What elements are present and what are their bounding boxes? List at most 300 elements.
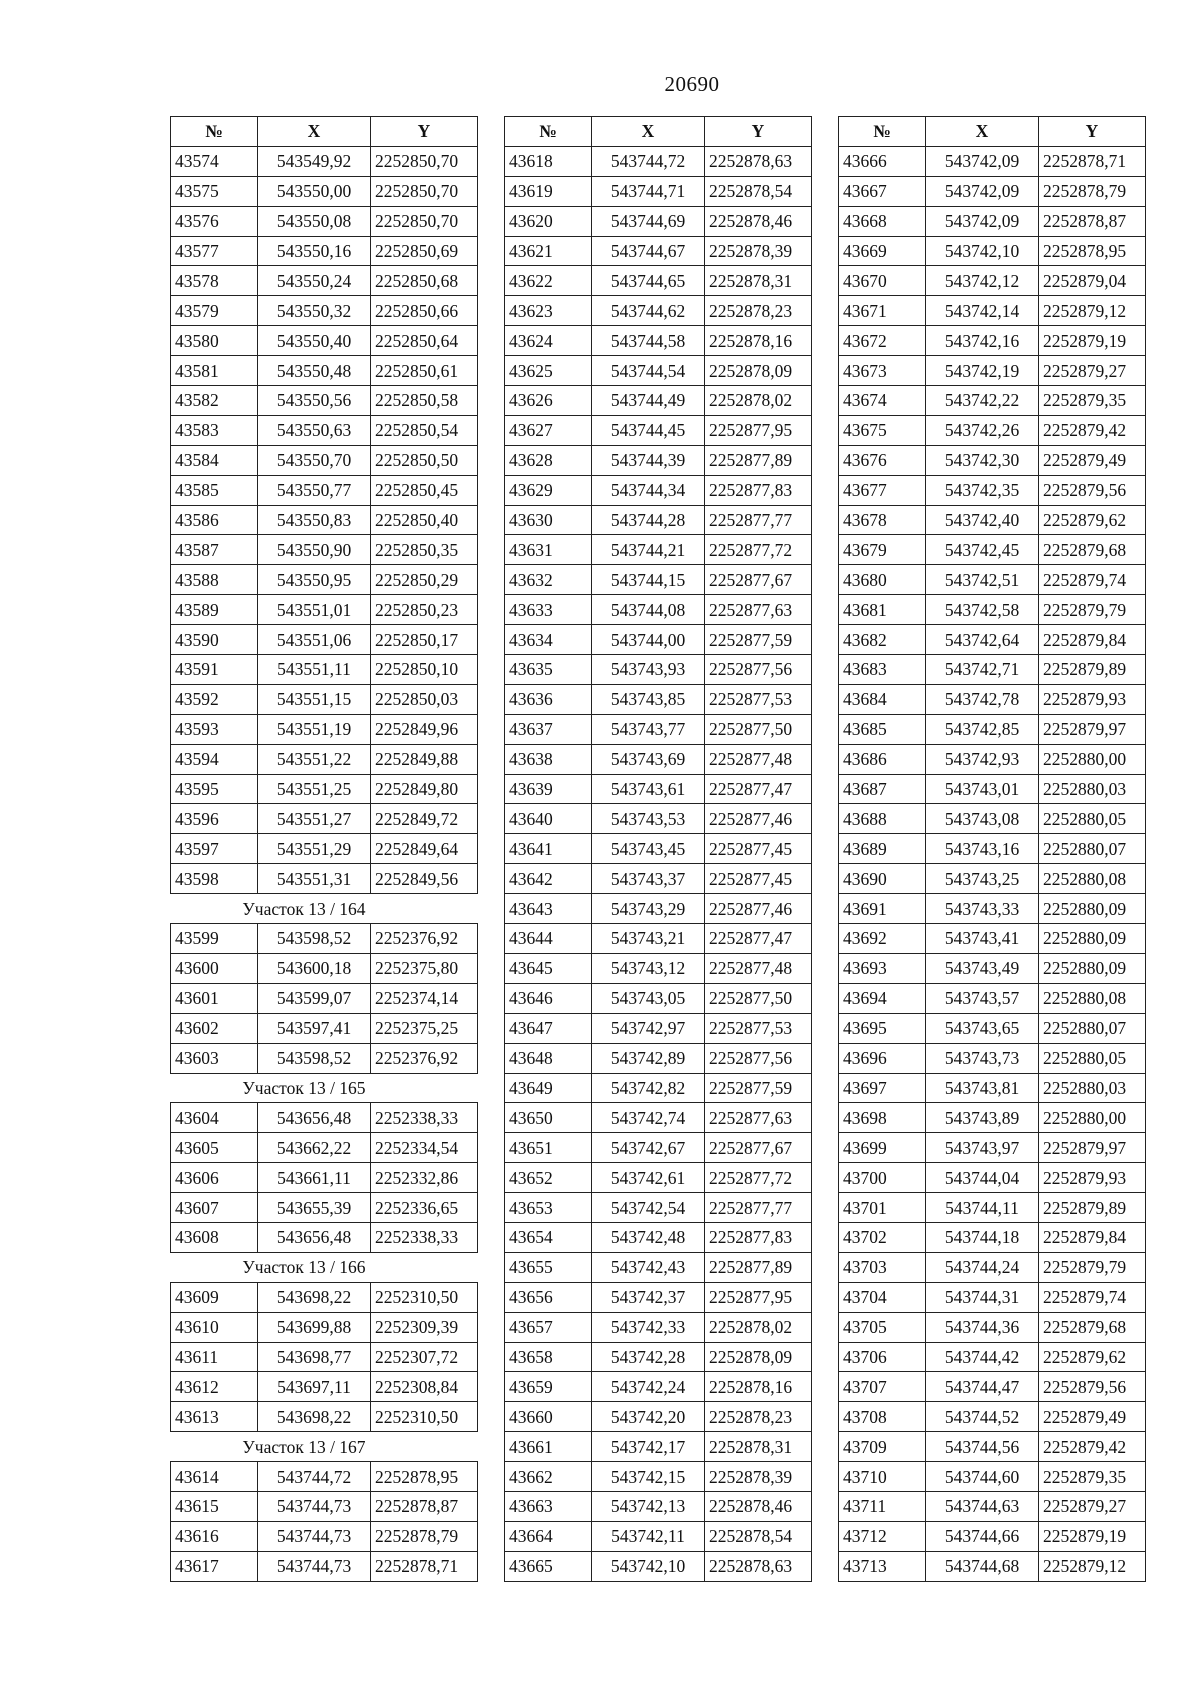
x-coordinate-cell: 543742,58 xyxy=(926,595,1039,625)
table-row xyxy=(505,1013,812,1043)
table-row xyxy=(839,983,1146,1013)
header-y: Y xyxy=(371,117,478,147)
y-coordinate-cell: 2252877,48 xyxy=(705,953,812,983)
x-coordinate-cell: 543550,40 xyxy=(258,326,371,356)
table-row xyxy=(505,1491,812,1521)
x-coordinate-cell: 543743,65 xyxy=(926,1013,1039,1043)
point-number-cell: 43646 xyxy=(505,983,592,1013)
table-row xyxy=(839,1193,1146,1223)
y-coordinate-cell: 2252850,58 xyxy=(371,386,478,416)
point-number-cell: 43624 xyxy=(505,326,592,356)
point-number-cell: 43685 xyxy=(839,714,926,744)
y-coordinate-cell: 2252879,93 xyxy=(1039,1163,1146,1193)
x-coordinate-cell: 543550,90 xyxy=(258,535,371,565)
y-coordinate-cell: 2252878,46 xyxy=(705,206,812,236)
y-coordinate-cell: 2252877,72 xyxy=(705,535,812,565)
point-number-cell: 43669 xyxy=(839,236,926,266)
y-coordinate-cell: 2252878,87 xyxy=(1039,206,1146,236)
table-row xyxy=(171,1222,478,1252)
coordinates-table-1 xyxy=(170,116,478,1582)
x-coordinate-cell: 543742,12 xyxy=(926,266,1039,296)
table-row xyxy=(171,565,478,595)
point-number-cell: 43684 xyxy=(839,684,926,714)
point-number-cell: 43577 xyxy=(171,236,258,266)
table-row xyxy=(171,356,478,386)
x-coordinate-cell: 543550,32 xyxy=(258,296,371,326)
x-coordinate-cell: 543744,63 xyxy=(926,1491,1039,1521)
point-number-cell: 43581 xyxy=(171,356,258,386)
y-coordinate-cell: 2252877,53 xyxy=(705,684,812,714)
point-number-cell: 43587 xyxy=(171,535,258,565)
x-coordinate-cell: 543742,93 xyxy=(926,744,1039,774)
table-row xyxy=(839,1073,1146,1103)
point-number-cell: 43661 xyxy=(505,1432,592,1462)
y-coordinate-cell: 2252877,46 xyxy=(705,804,812,834)
y-coordinate-cell: 2252878,23 xyxy=(705,1402,812,1432)
table-row xyxy=(505,744,812,774)
table-row xyxy=(171,625,478,655)
point-number-cell: 43680 xyxy=(839,565,926,595)
x-coordinate-cell: 543551,11 xyxy=(258,655,371,685)
point-number-cell: 43588 xyxy=(171,565,258,595)
point-number-cell: 43604 xyxy=(171,1103,258,1133)
y-coordinate-cell: 2252850,50 xyxy=(371,445,478,475)
table-row xyxy=(171,266,478,296)
x-coordinate-cell: 543742,24 xyxy=(592,1372,705,1402)
point-number-cell: 43699 xyxy=(839,1133,926,1163)
y-coordinate-cell: 2252877,89 xyxy=(705,445,812,475)
table-row xyxy=(505,505,812,535)
y-coordinate-cell: 2252880,03 xyxy=(1039,774,1146,804)
y-coordinate-cell: 2252307,72 xyxy=(371,1342,478,1372)
header-x: X xyxy=(926,117,1039,147)
point-number-cell: 43688 xyxy=(839,804,926,834)
table-row xyxy=(171,924,478,954)
x-coordinate-cell: 543742,14 xyxy=(926,296,1039,326)
point-number-cell: 43693 xyxy=(839,953,926,983)
section-label: Участок 13 / 167 xyxy=(171,1432,478,1462)
x-coordinate-cell: 543744,73 xyxy=(258,1551,371,1581)
x-coordinate-cell: 543744,45 xyxy=(592,415,705,445)
y-coordinate-cell: 2252879,74 xyxy=(1039,1282,1146,1312)
point-number-cell: 43576 xyxy=(171,206,258,236)
y-coordinate-cell: 2252879,89 xyxy=(1039,1193,1146,1223)
x-coordinate-cell: 543742,61 xyxy=(592,1163,705,1193)
table-row xyxy=(171,1491,478,1521)
x-coordinate-cell: 543742,45 xyxy=(926,535,1039,565)
point-number-cell: 43705 xyxy=(839,1312,926,1342)
x-coordinate-cell: 543742,54 xyxy=(592,1193,705,1223)
table-row xyxy=(505,146,812,176)
y-coordinate-cell: 2252849,56 xyxy=(371,864,478,894)
table-row xyxy=(505,1521,812,1551)
table-row xyxy=(505,834,812,864)
point-number-cell: 43618 xyxy=(505,146,592,176)
table-row xyxy=(505,386,812,416)
table-row xyxy=(505,445,812,475)
point-number-cell: 43691 xyxy=(839,894,926,924)
y-coordinate-cell: 2252879,49 xyxy=(1039,1402,1146,1432)
y-coordinate-cell: 2252334,54 xyxy=(371,1133,478,1163)
y-coordinate-cell: 2252879,68 xyxy=(1039,1312,1146,1342)
y-coordinate-cell: 2252880,05 xyxy=(1039,804,1146,834)
x-coordinate-cell: 543743,53 xyxy=(592,804,705,834)
table-row xyxy=(171,1133,478,1163)
point-number-cell: 43578 xyxy=(171,266,258,296)
y-coordinate-cell: 2252877,95 xyxy=(705,1282,812,1312)
y-coordinate-cell: 2252878,87 xyxy=(371,1491,478,1521)
y-coordinate-cell: 2252879,19 xyxy=(1039,1521,1146,1551)
section-row xyxy=(171,1432,478,1462)
point-number-cell: 43658 xyxy=(505,1342,592,1372)
x-coordinate-cell: 543744,42 xyxy=(926,1342,1039,1372)
x-coordinate-cell: 543699,88 xyxy=(258,1312,371,1342)
point-number-cell: 43608 xyxy=(171,1222,258,1252)
point-number-cell: 43615 xyxy=(171,1491,258,1521)
y-coordinate-cell: 2252878,95 xyxy=(371,1462,478,1492)
point-number-cell: 43593 xyxy=(171,714,258,744)
table-row xyxy=(171,445,478,475)
page-number: 20690 xyxy=(664,72,720,96)
y-coordinate-cell: 2252336,65 xyxy=(371,1193,478,1223)
point-number-cell: 43621 xyxy=(505,236,592,266)
x-coordinate-cell: 543698,77 xyxy=(258,1342,371,1372)
x-coordinate-cell: 543744,52 xyxy=(926,1402,1039,1432)
x-coordinate-cell: 543742,89 xyxy=(592,1043,705,1073)
point-number-cell: 43668 xyxy=(839,206,926,236)
header-x: X xyxy=(258,117,371,147)
x-coordinate-cell: 543742,85 xyxy=(926,714,1039,744)
x-coordinate-cell: 543744,08 xyxy=(592,595,705,625)
table-row xyxy=(171,774,478,804)
y-coordinate-cell: 2252877,50 xyxy=(705,714,812,744)
point-number-cell: 43701 xyxy=(839,1193,926,1223)
table-row xyxy=(171,1551,478,1581)
x-coordinate-cell: 543743,89 xyxy=(926,1103,1039,1133)
y-coordinate-cell: 2252877,63 xyxy=(705,1103,812,1133)
x-coordinate-cell: 543744,39 xyxy=(592,445,705,475)
y-coordinate-cell: 2252877,95 xyxy=(705,415,812,445)
table-row xyxy=(505,774,812,804)
y-coordinate-cell: 2252879,62 xyxy=(1039,1342,1146,1372)
y-coordinate-cell: 2252879,35 xyxy=(1039,386,1146,416)
y-coordinate-cell: 2252308,84 xyxy=(371,1372,478,1402)
y-coordinate-cell: 2252880,03 xyxy=(1039,1073,1146,1103)
y-coordinate-cell: 2252878,02 xyxy=(705,386,812,416)
point-number-cell: 43694 xyxy=(839,983,926,1013)
x-coordinate-cell: 543744,11 xyxy=(926,1193,1039,1223)
x-coordinate-cell: 543599,07 xyxy=(258,983,371,1013)
y-coordinate-cell: 2252849,88 xyxy=(371,744,478,774)
header-number: № xyxy=(171,117,258,147)
point-number-cell: 43610 xyxy=(171,1312,258,1342)
table-row xyxy=(171,1462,478,1492)
point-number-cell: 43574 xyxy=(171,146,258,176)
table-row xyxy=(505,266,812,296)
table-row xyxy=(171,1342,478,1372)
x-coordinate-cell: 543743,61 xyxy=(592,774,705,804)
coordinates-table-3 xyxy=(838,116,1146,1582)
y-coordinate-cell: 2252877,59 xyxy=(705,625,812,655)
x-coordinate-cell: 543743,45 xyxy=(592,834,705,864)
y-coordinate-cell: 2252880,05 xyxy=(1039,1043,1146,1073)
table-row xyxy=(839,1551,1146,1581)
section-row xyxy=(171,1073,478,1103)
x-coordinate-cell: 543744,60 xyxy=(926,1462,1039,1492)
x-coordinate-cell: 543744,66 xyxy=(926,1521,1039,1551)
y-coordinate-cell: 2252879,42 xyxy=(1039,415,1146,445)
point-number-cell: 43673 xyxy=(839,356,926,386)
point-number-cell: 43651 xyxy=(505,1133,592,1163)
point-number-cell: 43639 xyxy=(505,774,592,804)
table-row xyxy=(171,864,478,894)
table-row xyxy=(505,1133,812,1163)
y-coordinate-cell: 2252850,70 xyxy=(371,206,478,236)
point-number-cell: 43648 xyxy=(505,1043,592,1073)
y-coordinate-cell: 2252878,54 xyxy=(705,1521,812,1551)
table-row xyxy=(839,953,1146,983)
y-coordinate-cell: 2252332,86 xyxy=(371,1163,478,1193)
y-coordinate-cell: 2252878,63 xyxy=(705,1551,812,1581)
point-number-cell: 43711 xyxy=(839,1491,926,1521)
x-coordinate-cell: 543743,41 xyxy=(926,924,1039,954)
x-coordinate-cell: 543549,92 xyxy=(258,146,371,176)
point-number-cell: 43690 xyxy=(839,864,926,894)
x-coordinate-cell: 543742,13 xyxy=(592,1491,705,1521)
table-row xyxy=(505,1282,812,1312)
y-coordinate-cell: 2252878,09 xyxy=(705,356,812,386)
table-row xyxy=(839,1282,1146,1312)
point-number-cell: 43679 xyxy=(839,535,926,565)
y-coordinate-cell: 2252850,54 xyxy=(371,415,478,445)
point-number-cell: 43630 xyxy=(505,505,592,535)
x-coordinate-cell: 543744,24 xyxy=(926,1252,1039,1282)
x-coordinate-cell: 543743,05 xyxy=(592,983,705,1013)
x-coordinate-cell: 543742,09 xyxy=(926,206,1039,236)
point-number-cell: 43605 xyxy=(171,1133,258,1163)
point-number-cell: 43594 xyxy=(171,744,258,774)
y-coordinate-cell: 2252877,47 xyxy=(705,924,812,954)
y-coordinate-cell: 2252880,08 xyxy=(1039,864,1146,894)
x-coordinate-cell: 543742,37 xyxy=(592,1282,705,1312)
point-number-cell: 43637 xyxy=(505,714,592,744)
table-row xyxy=(171,146,478,176)
point-number-cell: 43689 xyxy=(839,834,926,864)
y-coordinate-cell: 2252877,89 xyxy=(705,1252,812,1282)
y-coordinate-cell: 2252877,56 xyxy=(705,1043,812,1073)
point-number-cell: 43628 xyxy=(505,445,592,475)
table-row xyxy=(839,146,1146,176)
y-coordinate-cell: 2252850,61 xyxy=(371,356,478,386)
table-header xyxy=(171,117,478,147)
table-row xyxy=(505,1043,812,1073)
y-coordinate-cell: 2252850,68 xyxy=(371,266,478,296)
table-row xyxy=(171,1521,478,1551)
y-coordinate-cell: 2252878,23 xyxy=(705,296,812,326)
table-row xyxy=(505,684,812,714)
x-coordinate-cell: 543743,49 xyxy=(926,953,1039,983)
point-number-cell: 43647 xyxy=(505,1013,592,1043)
x-coordinate-cell: 543744,36 xyxy=(926,1312,1039,1342)
y-coordinate-cell: 2252879,97 xyxy=(1039,714,1146,744)
table-row xyxy=(505,1252,812,1282)
table-row xyxy=(505,1073,812,1103)
y-coordinate-cell: 2252879,68 xyxy=(1039,535,1146,565)
x-coordinate-cell: 543744,15 xyxy=(592,565,705,595)
table-row xyxy=(171,1402,478,1432)
x-coordinate-cell: 543744,62 xyxy=(592,296,705,326)
point-number-cell: 43595 xyxy=(171,774,258,804)
table-row xyxy=(839,1013,1146,1043)
point-number-cell: 43599 xyxy=(171,924,258,954)
point-number-cell: 43627 xyxy=(505,415,592,445)
point-number-cell: 43707 xyxy=(839,1372,926,1402)
header-x: X xyxy=(592,117,705,147)
table-row xyxy=(839,774,1146,804)
x-coordinate-cell: 543743,08 xyxy=(926,804,1039,834)
y-coordinate-cell: 2252878,71 xyxy=(1039,146,1146,176)
table-row xyxy=(839,565,1146,595)
y-coordinate-cell: 2252878,31 xyxy=(705,266,812,296)
y-coordinate-cell: 2252879,79 xyxy=(1039,1252,1146,1282)
table-row xyxy=(505,953,812,983)
x-coordinate-cell: 543655,39 xyxy=(258,1193,371,1223)
x-coordinate-cell: 543550,63 xyxy=(258,415,371,445)
table-row xyxy=(505,475,812,505)
point-number-cell: 43667 xyxy=(839,176,926,206)
table-row xyxy=(505,206,812,236)
point-number-cell: 43611 xyxy=(171,1342,258,1372)
table-row xyxy=(505,296,812,326)
table-row xyxy=(171,475,478,505)
point-number-cell: 43623 xyxy=(505,296,592,326)
x-coordinate-cell: 543742,26 xyxy=(926,415,1039,445)
point-number-cell: 43633 xyxy=(505,595,592,625)
table-row xyxy=(171,326,478,356)
table-row xyxy=(505,1372,812,1402)
table-row xyxy=(839,924,1146,954)
table-row xyxy=(505,595,812,625)
x-coordinate-cell: 543742,82 xyxy=(592,1073,705,1103)
table-row xyxy=(839,1521,1146,1551)
table-row xyxy=(171,983,478,1013)
table-row xyxy=(505,714,812,744)
table-row xyxy=(505,625,812,655)
y-coordinate-cell: 2252879,35 xyxy=(1039,1462,1146,1492)
point-number-cell: 43582 xyxy=(171,386,258,416)
y-coordinate-cell: 2252850,70 xyxy=(371,176,478,206)
point-number-cell: 43692 xyxy=(839,924,926,954)
y-coordinate-cell: 2252879,56 xyxy=(1039,475,1146,505)
table-row xyxy=(839,625,1146,655)
point-number-cell: 43663 xyxy=(505,1491,592,1521)
table-row xyxy=(505,415,812,445)
point-number-cell: 43613 xyxy=(171,1402,258,1432)
x-coordinate-cell: 543551,06 xyxy=(258,625,371,655)
x-coordinate-cell: 543551,31 xyxy=(258,864,371,894)
table-row xyxy=(171,1193,478,1223)
table-row xyxy=(839,356,1146,386)
table-row xyxy=(505,1432,812,1462)
x-coordinate-cell: 543744,71 xyxy=(592,176,705,206)
table-row xyxy=(839,1312,1146,1342)
table-row xyxy=(171,834,478,864)
table-row xyxy=(839,1252,1146,1282)
point-number-cell: 43586 xyxy=(171,505,258,535)
point-number-cell: 43602 xyxy=(171,1013,258,1043)
table-header xyxy=(839,117,1146,147)
y-coordinate-cell: 2252879,84 xyxy=(1039,1222,1146,1252)
point-number-cell: 43642 xyxy=(505,864,592,894)
x-coordinate-cell: 543743,57 xyxy=(926,983,1039,1013)
x-coordinate-cell: 543742,67 xyxy=(592,1133,705,1163)
table-row xyxy=(839,505,1146,535)
point-number-cell: 43681 xyxy=(839,595,926,625)
x-coordinate-cell: 543550,24 xyxy=(258,266,371,296)
y-coordinate-cell: 2252877,45 xyxy=(705,864,812,894)
x-coordinate-cell: 543743,12 xyxy=(592,953,705,983)
x-coordinate-cell: 543600,18 xyxy=(258,953,371,983)
table-row xyxy=(839,326,1146,356)
table-row xyxy=(505,1312,812,1342)
x-coordinate-cell: 543550,08 xyxy=(258,206,371,236)
table-row xyxy=(839,1462,1146,1492)
point-number-cell: 43579 xyxy=(171,296,258,326)
table-row xyxy=(171,1043,478,1073)
y-coordinate-cell: 2252850,69 xyxy=(371,236,478,266)
table-row xyxy=(839,445,1146,475)
point-number-cell: 43606 xyxy=(171,1163,258,1193)
x-coordinate-cell: 543550,95 xyxy=(258,565,371,595)
x-coordinate-cell: 543697,11 xyxy=(258,1372,371,1402)
y-coordinate-cell: 2252878,79 xyxy=(1039,176,1146,206)
point-number-cell: 43709 xyxy=(839,1432,926,1462)
y-coordinate-cell: 2252879,62 xyxy=(1039,505,1146,535)
x-coordinate-cell: 543662,22 xyxy=(258,1133,371,1163)
x-coordinate-cell: 543550,48 xyxy=(258,356,371,386)
point-number-cell: 43643 xyxy=(505,894,592,924)
point-number-cell: 43622 xyxy=(505,266,592,296)
table-row xyxy=(171,804,478,834)
y-coordinate-cell: 2252849,72 xyxy=(371,804,478,834)
y-coordinate-cell: 2252880,09 xyxy=(1039,953,1146,983)
point-number-cell: 43636 xyxy=(505,684,592,714)
table-row xyxy=(171,505,478,535)
point-number-cell: 43607 xyxy=(171,1193,258,1223)
point-number-cell: 43712 xyxy=(839,1521,926,1551)
x-coordinate-cell: 543551,01 xyxy=(258,595,371,625)
x-coordinate-cell: 543742,10 xyxy=(592,1551,705,1581)
table-row xyxy=(839,1222,1146,1252)
table-row xyxy=(839,475,1146,505)
table-row xyxy=(839,1432,1146,1462)
y-coordinate-cell: 2252375,25 xyxy=(371,1013,478,1043)
table-row xyxy=(839,714,1146,744)
x-coordinate-cell: 543742,22 xyxy=(926,386,1039,416)
table-row xyxy=(171,1282,478,1312)
point-number-cell: 43704 xyxy=(839,1282,926,1312)
y-coordinate-cell: 2252310,50 xyxy=(371,1282,478,1312)
table-row xyxy=(171,714,478,744)
y-coordinate-cell: 2252880,07 xyxy=(1039,834,1146,864)
point-number-cell: 43696 xyxy=(839,1043,926,1073)
point-number-cell: 43697 xyxy=(839,1073,926,1103)
section-label: Участок 13 / 164 xyxy=(171,894,478,924)
x-coordinate-cell: 543743,21 xyxy=(592,924,705,954)
header-y: Y xyxy=(1039,117,1146,147)
table-row xyxy=(505,326,812,356)
point-number-cell: 43609 xyxy=(171,1282,258,1312)
